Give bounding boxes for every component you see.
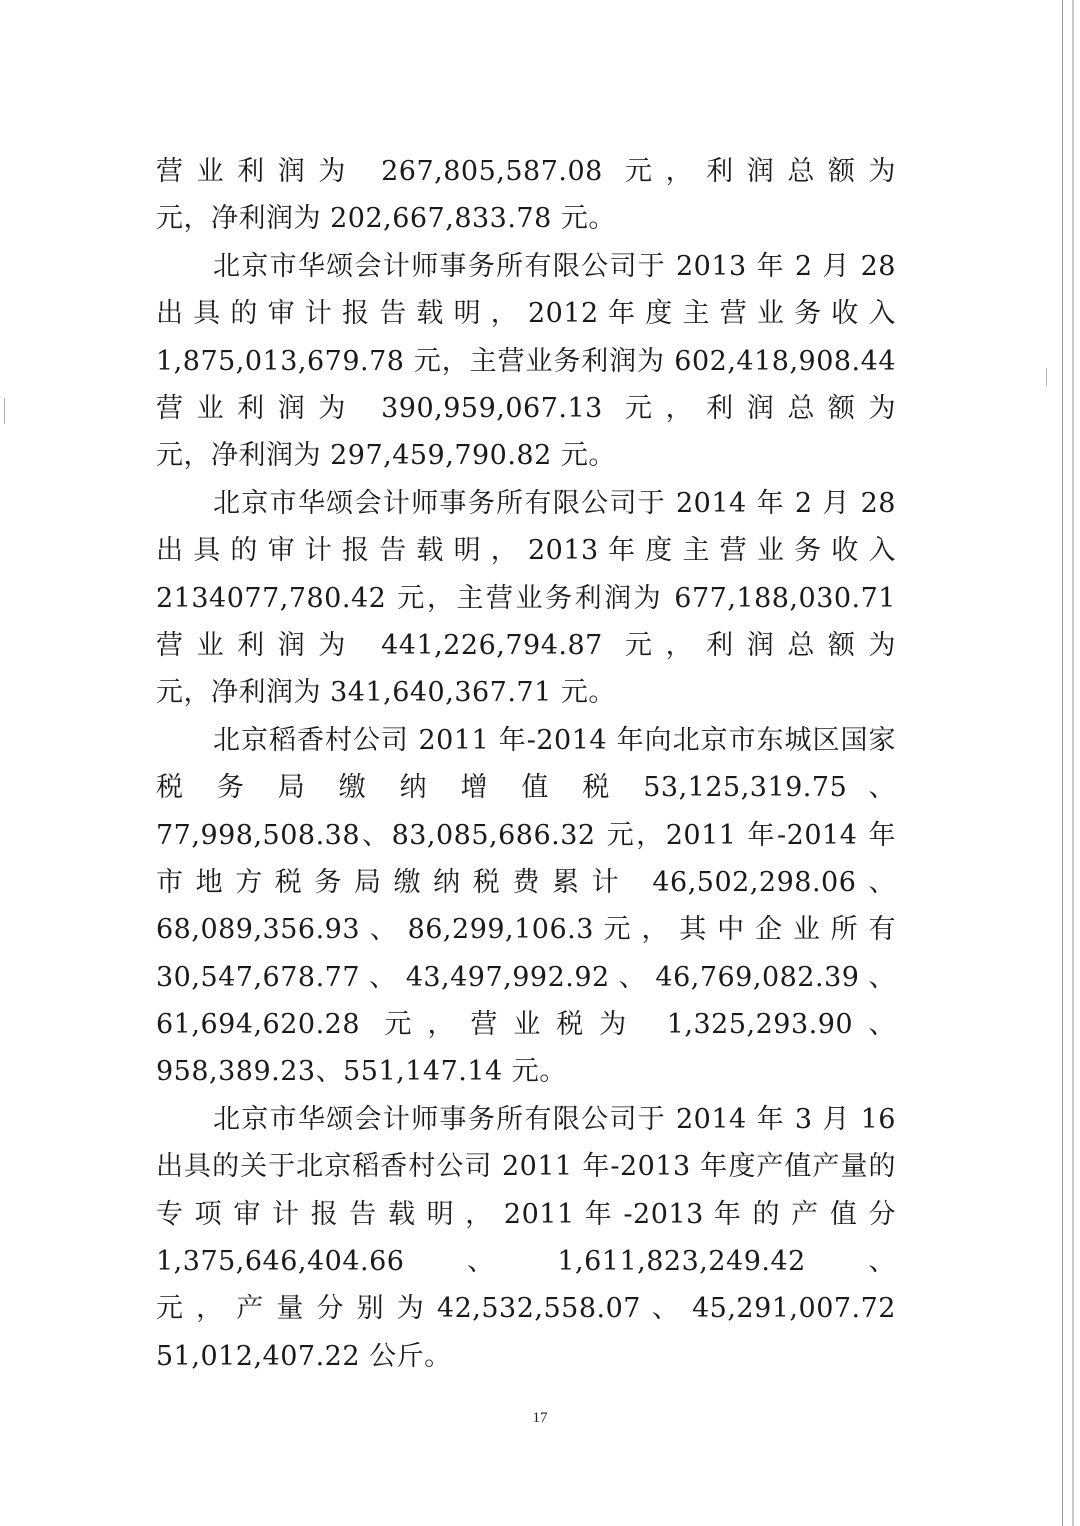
text-line-21: 北京市华颂会计师事务所有限公司于 2014 年 3 月 16 <box>213 1103 896 1135</box>
scan-edge-line <box>1062 0 1063 1526</box>
text-line-23: 专 项 审 计 报 告 载 明 ， 2011 年 -2013 年 的 产 值 分 <box>156 1198 896 1230</box>
text-line-14: 税 务 局 缴 纳 增 值 税 53,125,319.75 、 <box>156 772 896 804</box>
body-text <box>156 148 896 1380</box>
text-line-22: 出具的关于北京稻香村公司 2011 年-2013 年度产值产量的 <box>156 1151 896 1183</box>
text-line-15: 77,998,508.38、83,085,686.32 元，2011 年-2014 年 <box>156 819 896 851</box>
text-line-16: 市地方税务局缴纳税费累计 46,502,298.06、 <box>156 866 896 898</box>
text-line-10: 2134077,780.42 元，主营业务利润为 677,188,030.71 <box>156 582 896 614</box>
text-line-8: 北京市华颂会计师事务所有限公司于 2014 年 2 月 28 <box>213 487 896 519</box>
text-line-11: 营业利润为 441,226,794.87 元，利润总额为 <box>156 629 896 661</box>
text-line-13: 北京稻香村公司 2011 年-2014 年向北京市东城区国家 <box>213 724 896 756</box>
text-line-20: 958,389.23、551,147.14 元。 <box>156 1056 567 1088</box>
text-line-3: 北京市华颂会计师事务所有限公司于 2013 年 2 月 28 <box>213 250 896 282</box>
text-line-25: 元 ， 产 量 分 别 为 42,532,558.07 、 45,291,007.72 <box>156 1293 896 1325</box>
text-line-26: 51,012,407.22 公斤。 <box>156 1340 452 1372</box>
text-line-4: 出 具 的 审 计 报 告 载 明 ， 2012 年 度 主 营 业 务 收 入 <box>156 298 896 330</box>
text-line-7: 元，净利润为 297,459,790.82 元。 <box>156 440 616 472</box>
page-number: 17 <box>532 1410 548 1426</box>
text-line-1: 营业利润为 267,805,587.08 元，利润总额为 <box>156 156 896 187</box>
text-line-24: 1,375,646,404.66、1,611,823,249.42、 <box>156 1246 896 1278</box>
scan-mark-left <box>4 398 5 424</box>
text-line-17: 68,089,356.93 、 86,299,106.3 元 ， 其 中 企 业 所 有 <box>156 914 896 946</box>
text-line-6: 营业利润为 390,959,067.13 元，利润总额为 <box>156 392 896 424</box>
scan-edge-shadow <box>1072 0 1074 1526</box>
text-line-9: 出 具 的 审 计 报 告 载 明 ， 2013 年 度 主 营 业 务 收 入 <box>156 535 896 567</box>
text-line-2: 元，净利润为 202,667,833.78 元。 <box>156 203 616 235</box>
text-line-5: 1,875,013,679.78 元，主营业务利润为 602,418,908.44 <box>156 345 896 377</box>
text-line-19: 61,694,620.28 元，营业税为 1,325,293.90、 <box>156 1009 896 1041</box>
text-line-12: 元，净利润为 341,640,367.71 元。 <box>156 677 616 709</box>
text-line-18: 30,547,678.77 、 43,497,992.92 、 46,769,082.39 、 <box>156 961 896 993</box>
scan-mark-right <box>1046 368 1047 386</box>
